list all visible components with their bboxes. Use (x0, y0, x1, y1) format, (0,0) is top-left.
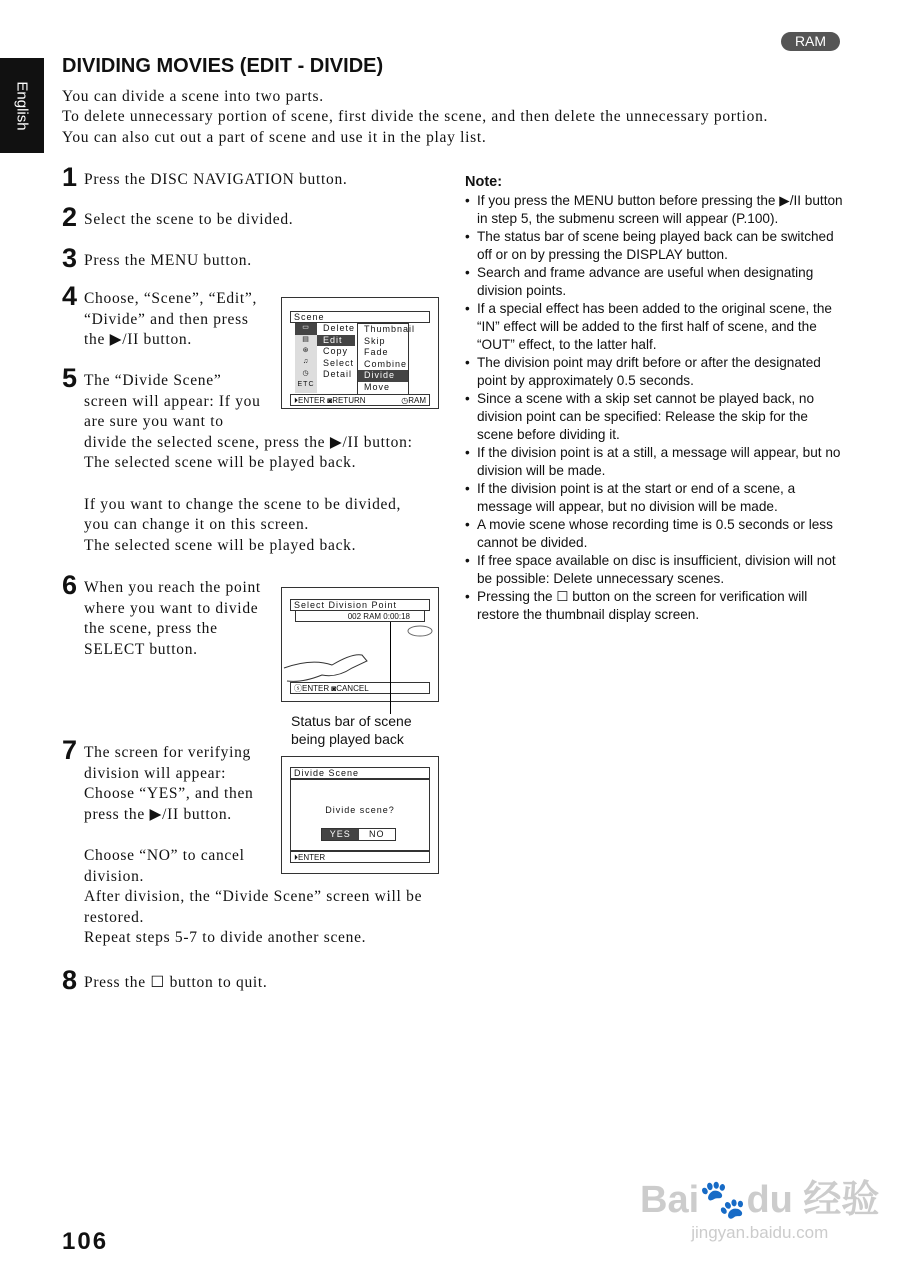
submenu-item[interactable]: Combine (364, 358, 408, 369)
step-number: 6 (62, 570, 78, 600)
step-text-line: The screen for verifying (84, 744, 251, 761)
step-text-line: division. (84, 867, 145, 885)
step-text-line: Press the DISC NAVIGATION button. (84, 171, 348, 188)
step-number: 4 (62, 281, 78, 311)
step-number: 8 (62, 965, 78, 995)
note-item: • If you press the MENU button before pressing the ▶/II button in step 5, the submenu screen will appear (P.100). (465, 192, 845, 228)
category-icons: ▭ ▤ ⊛ ♫ ◷ ETC (295, 323, 317, 393)
menu-item[interactable]: Edit (317, 335, 355, 347)
language-label: English (13, 80, 31, 131)
menu-item[interactable]: Copy (323, 346, 349, 357)
step-6 (62, 570, 261, 660)
notes-heading: Note: (465, 174, 503, 190)
dialog-box (290, 779, 430, 851)
step-text-line (84, 474, 413, 495)
intro-line: To delete unnecessary portion of scene, first divide the scene, and then delete the unnecessary portion. (62, 108, 769, 125)
submenu-item[interactable]: Thumbnail (364, 324, 416, 334)
step-text-line: the scene, press the (84, 620, 218, 638)
screen-footer: ⏵ENTER ◙RETURN ◷RAM (290, 394, 430, 406)
select-division-screen (281, 587, 439, 702)
language-tab (0, 58, 44, 153)
step-text-line: where you want to divide (84, 599, 259, 617)
step-number: 2 (62, 202, 78, 232)
note-item: • A movie scene whose recording time is 0.5 seconds or less cannot be divided. (465, 516, 845, 552)
screen-title: Divide Scene (290, 767, 430, 779)
step-text-line: After division, the “Divide Scene” screen will be (84, 888, 423, 906)
step-1 (62, 162, 348, 192)
scene-menu-screen (281, 297, 439, 409)
step-text-line: division will appear: (84, 764, 227, 782)
menu-item[interactable]: Detail (323, 369, 353, 380)
dog-running-illustration (282, 623, 438, 683)
menu-item[interactable]: Select (323, 357, 355, 368)
status-bar: 002 RAM 0:00:18 (295, 610, 425, 622)
step-text-line: SELECT button. (84, 640, 198, 658)
screen-title: Select Division Point (290, 599, 430, 611)
etc-icon: ETC (297, 380, 315, 388)
callout-line (390, 622, 391, 714)
step-text-line: are sure you want to (84, 413, 224, 431)
step-number: 1 (62, 162, 78, 192)
no-button[interactable]: NO (369, 829, 385, 839)
step-8 (62, 965, 268, 995)
submenu-item[interactable]: Fade (364, 347, 389, 358)
divide-scene-confirm-screen (281, 756, 439, 874)
status-bar-caption: Status bar of scene being played back (291, 713, 412, 747)
menu-item[interactable]: Delete (323, 323, 356, 333)
note-item: • The division point may drift before or after the designated point by approximately 0.5 seconds. (465, 354, 845, 390)
step-text-line: Press the ☐ button to quit. (84, 974, 268, 991)
step-number: 7 (62, 735, 78, 765)
note-item: • If the division point is at a still, a message will appear, but no division will be made. (465, 444, 845, 480)
notes-section (465, 173, 845, 624)
note-item: • Search and frame advance are useful when designating division points. (465, 264, 845, 300)
step-text-line: When you reach the point (84, 579, 261, 596)
step-text-line: you can change it on this screen. (84, 516, 309, 534)
step-text-line: The “Divide Scene” (84, 372, 222, 389)
submenu-item[interactable]: Move (364, 381, 391, 392)
step-text-line: Press the MENU button. (84, 252, 252, 269)
note-item: • The status bar of scene being played back can be switched off or on by pressing the DISPLAY button. (465, 228, 845, 264)
intro-line: You can divide a scene into two parts. (62, 88, 324, 105)
step-number: 3 (62, 243, 78, 273)
step-text-line: “Divide” and then press (84, 310, 249, 328)
note-item: • If free space available on disc is insufficient, division will not be possible: Delete unnecessary scenes. (465, 552, 845, 588)
yes-button[interactable]: YES (322, 829, 359, 840)
step-text-line: Repeat steps 5-7 to divide another scene. (84, 929, 367, 947)
step-text-line: Choose “YES”, and then (84, 785, 254, 803)
step-text-line: press the ▶/II button. (84, 805, 232, 823)
step-3 (62, 243, 252, 273)
step-text-line: If you want to change the scene to be divided, (84, 495, 402, 513)
screen-footer: ⓢENTER ◙CANCEL (290, 682, 430, 694)
screen-footer: ⏵ENTER (290, 851, 430, 863)
step-text-line: The selected scene will be played back. (84, 536, 357, 554)
note-item: • If the division point is at the start or end of a scene, a message will appear, but no division will be made. (465, 480, 845, 516)
step-text-line: Select the scene to be divided. (84, 211, 294, 228)
step-4 (62, 281, 258, 351)
step-text-line: The selected scene will be played back. (84, 454, 357, 472)
step-text-line: Choose, “Scene”, “Edit”, (84, 290, 258, 307)
page-title: DIVIDING MOVIES (EDIT - DIVIDE) (62, 55, 384, 77)
step-text-line: divide the selected scene, press the ▶/II button: (84, 433, 413, 451)
note-item: • If a special effect has been added to the original scene, the “IN” effect will be added to the first half of scene, and the “OUT” effect, to the latter half. (465, 300, 845, 354)
intro-line: You can also cut out a part of scene and use it in the play list. (62, 129, 487, 146)
ram-badge: RAM (781, 32, 840, 51)
note-item: • Since a scene with a skip set cannot be played back, no division point can be specified: Release the skip for the scene before dividing it. (465, 390, 845, 444)
submenu-item[interactable]: Divide (358, 370, 408, 382)
watermark-logo: Bai🐾du 经验 jingyan.baidu.com (640, 1179, 880, 1242)
step-text-line: restored. (84, 908, 145, 926)
submenu-item[interactable]: Skip (364, 335, 386, 346)
step-2 (62, 202, 294, 232)
step-text-line: screen will appear: If you (84, 392, 261, 410)
step-text-line: the ▶/II button. (84, 331, 192, 349)
step-text-line: Choose “NO” to cancel (84, 846, 245, 864)
dialog-question: Divide scene? (325, 805, 395, 815)
screen-title: Scene (290, 311, 430, 323)
note-item: • Pressing the ☐ button on the screen for verification will restore the thumbnail display screen. (465, 588, 845, 624)
page-number: 106 (62, 1228, 109, 1255)
step-number: 5 (62, 363, 78, 393)
